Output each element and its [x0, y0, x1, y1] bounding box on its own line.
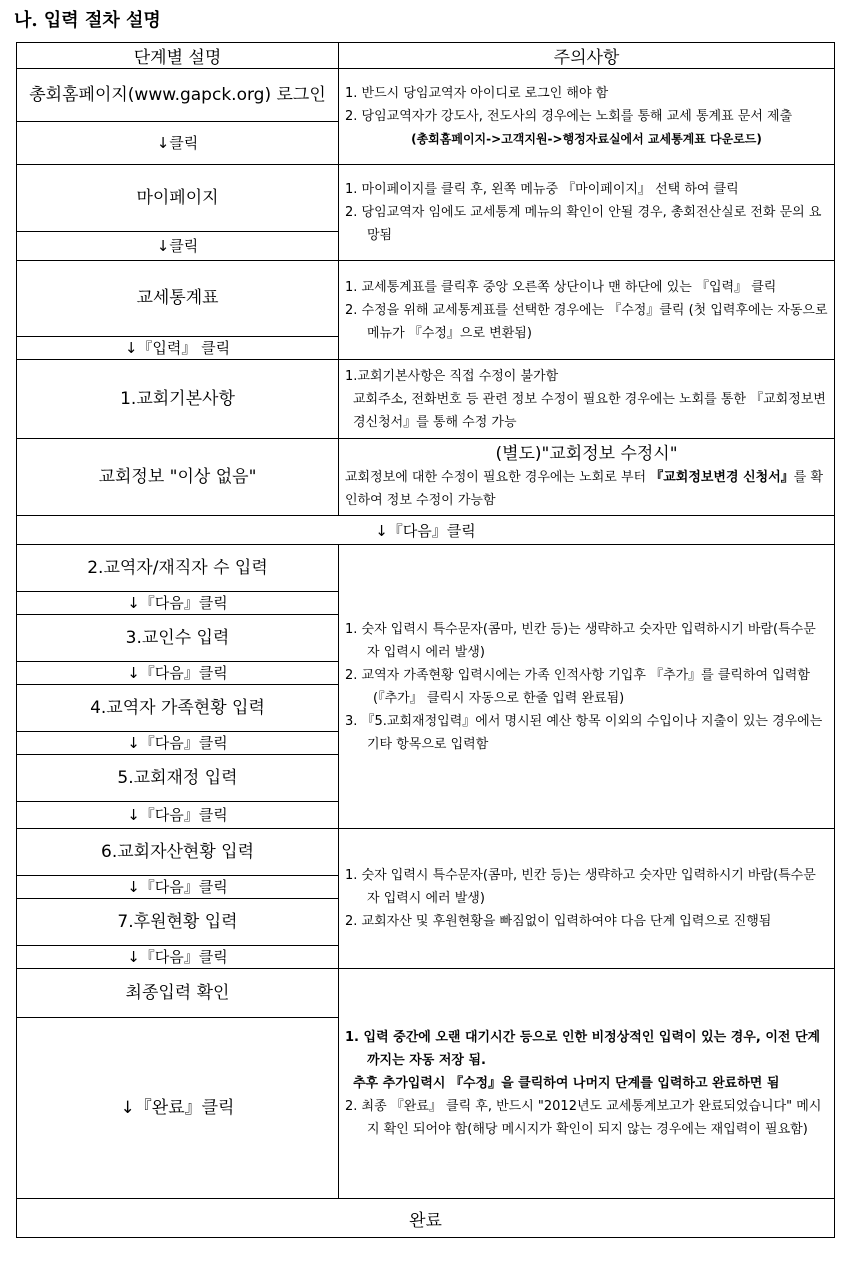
- arrow-complete-click: ↓『완료』클릭: [17, 1018, 339, 1199]
- table-row: [17, 829, 835, 876]
- step-login: 총회홈페이지(www.gapck.org) 로그인: [17, 69, 339, 122]
- header-steps: 단계별 설명: [17, 43, 339, 69]
- table-row: [17, 165, 835, 232]
- step-final-check: 최종입력 확인: [17, 969, 339, 1018]
- table-row: [17, 1199, 835, 1238]
- note-line: 교회주소, 전화번호 등 관련 정보 수정이 필요한 경우에는 노회를 통한 『교회정보변경신청서』를 통해 수정 가능: [353, 391, 826, 430]
- table-row: [17, 516, 835, 545]
- note-line: 2. 당임교역자 임에도 교세통계 메뉴의 확인이 안될 경우, 총회전산실로 전화 문의 요망됨: [345, 205, 822, 243]
- procedure-table: [16, 42, 835, 1238]
- table-row: [17, 360, 835, 439]
- note-line: (총회홈페이지->고객지원->행정자료실에서 교세통계표 다운로드): [411, 132, 762, 146]
- notes-login: [339, 69, 835, 165]
- note-line: (『추가』 클릭시 자동으로 한줄 입력 완료됨): [373, 690, 625, 706]
- step-church-finance: 5.교회재정 입력: [17, 755, 339, 802]
- step-member-count: 3.교인수 입력: [17, 615, 339, 662]
- arrow-click: ↓클릭: [17, 232, 339, 261]
- note-line: 2. 최종 『완료』 클릭 후, 반드시 "2012년도 교세통계보고가 완료되었습니다" 메시지 확인 되어야 함(해당 메시지가 확인이 되지 않는 경우에는 재입력이 필요함): [345, 1099, 822, 1137]
- step-church-assets: 6.교회자산현황 입력: [17, 829, 339, 876]
- note-line: 1. 숫자 입력시 특수문자(콤마, 빈칸 등)는 생략하고 숫자만 입력하시기 바람(특수문자 입력시 에러 발생): [345, 868, 816, 906]
- note-text: 교회정보에 대한 수정이 필요한 경우에는 노회로 부터: [345, 470, 651, 485]
- notes-mypage: [339, 165, 835, 261]
- note-line: 3. 『5.교회재정입력』에서 명시된 예산 항목 이외의 수입이나 지출이 있는 경우에는 기타 항목으로 입력함: [345, 713, 823, 752]
- table-row: [17, 261, 835, 337]
- note-line: 1. 교세통계표를 클릭후 중앙 오른쪽 상단이나 맨 하단에 있는 『입력』 클릭: [345, 279, 777, 295]
- notes-church-info: [339, 439, 835, 516]
- table-row: [17, 69, 835, 122]
- note-line: 추후 추가입력시 『수정』을 클릭하여 나머지 단계를 입력하고 완료하면 됨: [353, 1076, 780, 1091]
- note-text: 를 확인하여 정보 수정이 가능함: [345, 470, 824, 508]
- step-mypage: 마이페이지: [17, 165, 339, 232]
- arrow-input-click: ↓『입력』 클릭: [17, 337, 339, 360]
- notes-statistics: [339, 261, 835, 360]
- note-line: 2. 교역자 가족현황 입력시에는 가족 인적사항 기입후 『추가』를 클릭하여 입력함: [345, 667, 810, 683]
- step-church-info-ok: 교회정보 "이상 없음": [17, 439, 339, 516]
- note-line: 1. 입력 중간에 오랜 대기시간 등으로 인한 비정상적인 입력이 있는 경우, 이전 단계까지는 자동 저장 됨.: [345, 1030, 821, 1068]
- note-title: (별도)"교회정보 수정시": [495, 444, 678, 464]
- header-notes: 주의사항: [339, 43, 835, 69]
- step-family-status: 4.교역자 가족현황 입력: [17, 685, 339, 732]
- table-row: [17, 439, 835, 516]
- note-line: [345, 466, 828, 512]
- step-support-status: 7.후원현황 입력: [17, 899, 339, 946]
- note-line: 1. 반드시 당임교역자 아이디로 로그인 해야 함: [345, 86, 609, 101]
- notes-assets-group: [339, 829, 835, 969]
- table-row: [17, 969, 835, 1018]
- step-church-basics: 1.교회기본사항: [17, 360, 339, 439]
- arrow-click: ↓클릭: [17, 122, 339, 165]
- arrow-next-click: ↓『다음』클릭: [17, 592, 339, 615]
- table-row: [17, 545, 835, 592]
- note-line: 1. 숫자 입력시 특수문자(콤마, 빈칸 등)는 생략하고 숫자만 입력하시기 바람(특수문자 입력시 에러 발생): [345, 621, 816, 660]
- note-line: 2. 교회자산 및 후원현황을 빠짐없이 입력하여야 다음 단계 입력으로 진행됨: [345, 914, 772, 929]
- arrow-next-click: ↓『다음』클릭: [17, 946, 339, 969]
- arrow-next-click: ↓『다음』클릭: [17, 516, 835, 545]
- final-complete: 완료: [17, 1199, 835, 1238]
- notes-input-group: [339, 545, 835, 829]
- section-heading: 나. 입력 절차 설명: [14, 10, 161, 31]
- notes-final-group: [339, 969, 835, 1199]
- note-bold-text: 『교회정보변경 신청서』: [650, 470, 794, 485]
- notes-church-basics: [339, 360, 835, 439]
- table-header-row: [17, 43, 835, 69]
- step-statistics: 교세통계표: [17, 261, 339, 337]
- step-staff-count: 2.교역자/재직자 수 입력: [17, 545, 339, 592]
- arrow-next-click: ↓『다음』클릭: [17, 802, 339, 829]
- arrow-next-click: ↓『다음』클릭: [17, 662, 339, 685]
- note-line: 2. 당임교역자가 강도사, 전도사의 경우에는 노회를 통해 교세 통계표 문서 제출: [345, 109, 793, 124]
- arrow-next-click: ↓『다음』클릭: [17, 732, 339, 755]
- note-line: 1. 마이페이지를 클릭 후, 왼쪽 메뉴중 『마이페이지』 선택 하여 클릭: [345, 182, 739, 197]
- arrow-next-click: ↓『다음』클릭: [17, 876, 339, 899]
- note-line: 1.교회기본사항은 직접 수정이 불가함: [345, 368, 559, 384]
- note-line: 2. 수정을 위해 교세통계표를 선택한 경우에는 『수정』클릭 (첫 입력후에는 자동으로 메뉴가 『수정』으로 변환됨): [345, 302, 828, 341]
